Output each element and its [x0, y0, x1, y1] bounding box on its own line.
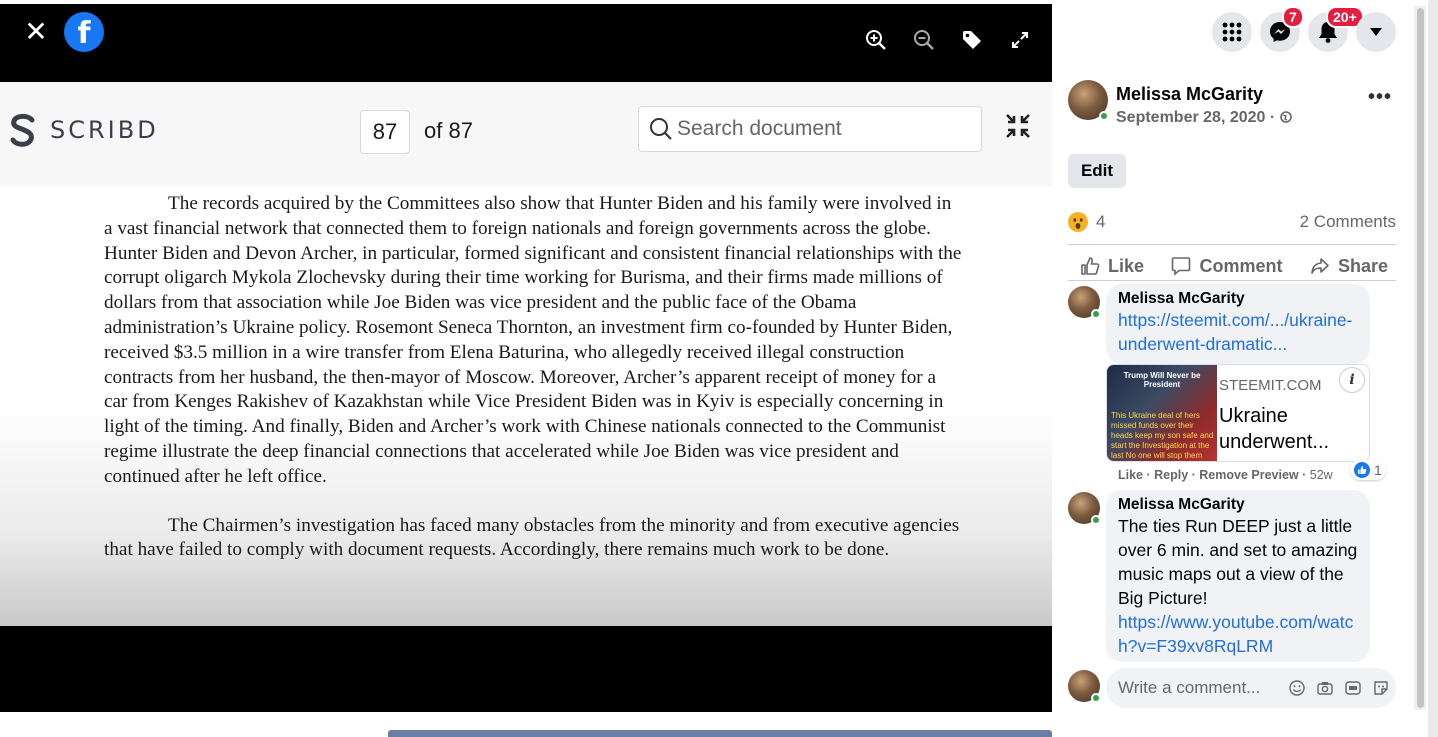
comment-meta: [1118, 468, 1333, 482]
zoom-in-icon[interactable]: [860, 24, 892, 56]
comment-text: The ties Run DEEP just a little over 6 min. and set to amazing music maps out a view of the Big Picture!: [1118, 516, 1358, 608]
meta-separator: ·: [1298, 468, 1310, 482]
desktop-background: [1428, 0, 1438, 737]
scribd-logo[interactable]: [8, 112, 159, 148]
comment-link[interactable]: https://www.youtube.com/watch?v=F39xv8RqLRM: [1118, 612, 1354, 656]
document-text: [104, 192, 964, 563]
document-page: [0, 186, 1052, 626]
link-preview-card[interactable]: [1106, 364, 1370, 462]
comment-author[interactable]: Melissa McGarity: [1118, 290, 1245, 307]
reaction-count[interactable]: 4: [1096, 212, 1106, 231]
info-icon[interactable]: i: [1339, 367, 1365, 393]
post-actions: [1068, 248, 1396, 284]
comment-item: [1068, 284, 1388, 484]
comment-item: [1068, 490, 1388, 662]
comment-button[interactable]: [1171, 256, 1282, 277]
composer-tools: [1288, 679, 1390, 697]
post-author-name[interactable]: Melissa McGarity: [1116, 84, 1264, 104]
avatar[interactable]: [1068, 80, 1108, 120]
scribd-toolbar: [0, 82, 1052, 186]
tag-icon[interactable]: [956, 24, 988, 56]
messenger-button[interactable]: [1260, 9, 1300, 52]
post-date[interactable]: [1116, 109, 1292, 127]
dock-edge: [388, 730, 1052, 737]
scrollbar-thumb[interactable]: [1417, 8, 1424, 708]
fullscreen-icon[interactable]: [1004, 24, 1036, 56]
page-total: of 87: [424, 118, 473, 143]
gif-icon[interactable]: [1344, 679, 1362, 697]
commenter-avatar[interactable]: [1068, 492, 1100, 524]
commenter-avatar[interactable]: [1068, 286, 1100, 318]
comment-composer: [1068, 668, 1398, 708]
messenger-badge: 7: [1282, 6, 1304, 28]
notifications-button[interactable]: [1308, 9, 1357, 52]
divider: [1068, 280, 1396, 281]
header-actions: [1212, 9, 1396, 52]
share-button[interactable]: [1310, 256, 1388, 277]
like-button[interactable]: [1080, 256, 1144, 277]
camera-icon[interactable]: [1316, 679, 1334, 697]
scribd-logo-text: SCRIBD: [50, 116, 159, 144]
comment-icon: [1171, 256, 1191, 276]
divider: [1068, 244, 1396, 245]
comment-author[interactable]: Melissa McGarity: [1118, 496, 1245, 513]
comment-reply-link[interactable]: Reply: [1154, 468, 1189, 482]
menu-button[interactable]: [1212, 12, 1252, 52]
comment-input[interactable]: [1118, 678, 1282, 698]
exit-fullscreen-icon[interactable]: [1004, 112, 1032, 145]
comment-bubble: [1106, 490, 1370, 662]
document-paragraph: The Chairmen’s investigation has faced many obstacles from the minority and from executive agencies that have failed to comply with document requests. Accordingly, there remains much work to be done.: [104, 514, 960, 561]
link-preview-image: [1107, 365, 1217, 462]
comment-link[interactable]: https://steemit.com/.../ukraine-underwent-dramatic...: [1118, 310, 1353, 354]
edit-button[interactable]: Edit: [1068, 154, 1126, 188]
notifications-badge: 20+: [1326, 6, 1364, 28]
account-button[interactable]: [1356, 12, 1396, 52]
grid-menu-icon: [1222, 22, 1242, 42]
document-paragraph: The records acquired by the Committees also show that Hunter Biden and his family were involved in a vast financial network that connected them to foreign nationals and foreign governments across the globe. Hunter Biden and Devon Archer, in particular, formed significant and consistent financial relationships with the corrupt oligarch Mykola Zlochevsky during their time working for Burisma, and their firms made millions of dollars from that association while Joe Biden was vice president and the public face of the Obama administration’s Ukraine policy. Rosemont Seneca Thornton, an investment firm co-founded by Hunter Biden, received $3.5 million in a wire transfer from Elena Baturina, who allegedly received illegal construction contracts from her husband, the then-mayor of Moscow. Moreover, Archer’s apparent receipt of money for a car from Kenges Rakishev of Kazakhstan while Vice President Biden was in Kyiv is especially concerning in light of the timing. And finally, Biden and Archer’s work with Chinese nationals connected to the Communist regime illustrate the deep financial connections that accelerated while Joe Biden was vice president and continued after he left office.: [104, 193, 962, 487]
comment-like-badge[interactable]: [1350, 460, 1386, 480]
online-status-dot: [1091, 515, 1101, 525]
remove-preview-link[interactable]: Remove Preview: [1199, 468, 1299, 482]
search-icon: [649, 117, 673, 141]
thumbs-up-icon: [1080, 256, 1100, 276]
search-document-input[interactable]: [677, 117, 967, 141]
facebook-logo[interactable]: f: [64, 12, 104, 52]
post-date-text: September 28, 2020 ·: [1116, 109, 1280, 126]
preview-image-caption: Trump Will Never be President: [1123, 371, 1201, 389]
wow-reaction-icon[interactable]: [1068, 212, 1088, 232]
comment-label: Comment: [1199, 255, 1283, 276]
post-panel: [1052, 4, 1426, 712]
online-status-dot: [1099, 111, 1109, 121]
reactions-bar: [1068, 210, 1396, 234]
globe-icon: [1280, 111, 1292, 123]
search-document-box[interactable]: [638, 106, 982, 152]
share-icon: [1310, 256, 1330, 276]
comment-like-count: 1: [1374, 462, 1382, 478]
online-status-dot: [1091, 693, 1101, 703]
comment-timestamp[interactable]: 52w: [1309, 468, 1333, 482]
share-label: Share: [1337, 255, 1388, 276]
preview-image-caption: This Ukraine deal of hers missed funds over their heads keep my son safe and start the Investigation at the last No one will stop them: [1111, 411, 1214, 460]
link-preview-site: STEEMIT.COM: [1219, 377, 1322, 394]
comments-count[interactable]: 2 Comments: [1299, 212, 1396, 231]
caret-down-icon: [1369, 27, 1383, 37]
page-number-input[interactable]: 87: [360, 110, 410, 154]
scribd-s-icon: [8, 112, 38, 148]
like-label: Like: [1108, 255, 1145, 276]
meta-separator: ·: [1143, 468, 1155, 482]
my-avatar[interactable]: [1068, 670, 1100, 702]
comment-input-box[interactable]: [1106, 668, 1396, 708]
sticker-icon[interactable]: [1372, 679, 1390, 697]
zoom-out-icon[interactable]: [908, 24, 940, 56]
emoji-icon[interactable]: [1288, 679, 1306, 697]
post-header: [1068, 80, 1408, 140]
viewer-toolbar: [860, 24, 1036, 56]
like-reaction-icon: [1354, 462, 1370, 478]
panel-scrollbar[interactable]: [1414, 6, 1426, 710]
online-status-dot: [1091, 309, 1101, 319]
link-preview-title: Ukraine underwent...: [1219, 405, 1330, 453]
comment-like-link[interactable]: Like: [1118, 468, 1144, 482]
comment-bubble: [1106, 284, 1370, 364]
meta-separator: ·: [1188, 468, 1200, 482]
more-options-icon[interactable]: •••: [1367, 86, 1392, 108]
close-icon[interactable]: ✕: [24, 16, 48, 47]
